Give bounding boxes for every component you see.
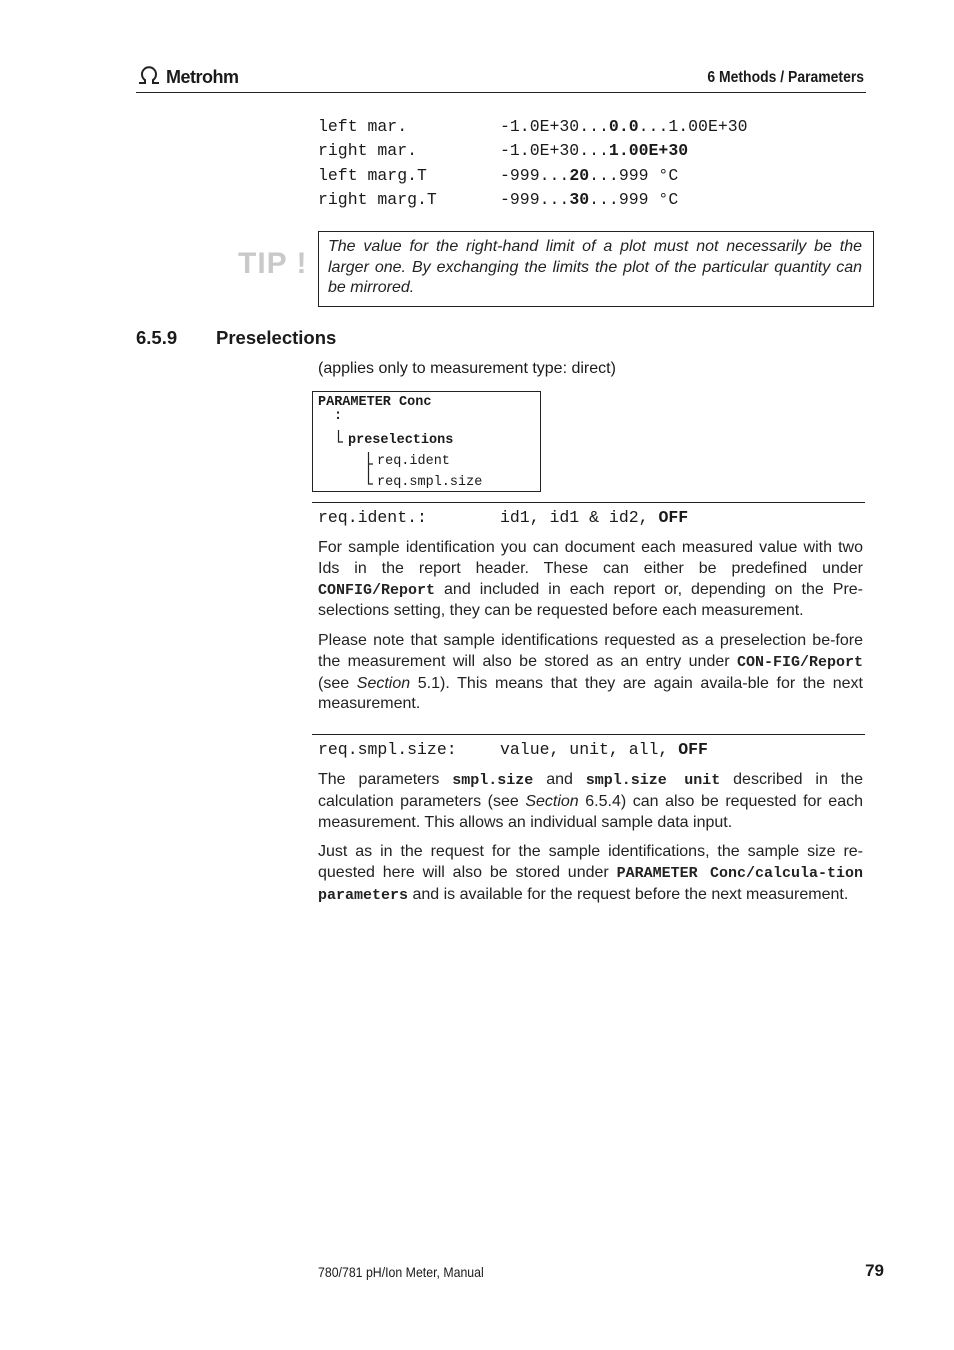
param-row: left mar. -1.0E+30... 0.0 ...1.00E+30 xyxy=(318,115,748,139)
divider xyxy=(312,502,865,503)
param-key: left marg.T xyxy=(318,165,427,185)
req-ident-paragraph-2: Please note that sample identifications requested as a preselection be-fore the measurement will also be stored as an entry under CON-FIG/Report (see Section 5.1). This means that they are again availa-ble for the next measurement. xyxy=(318,632,863,713)
section-title: Preselections xyxy=(216,327,337,348)
section-heading xyxy=(136,327,336,349)
req-smpl-paragraph-2: Just as in the request for the sample identifications, the sample size re-quested here will also be stored under PARAMETER Conc/calcula-tion parameters and is available for the request before the next measurement. xyxy=(318,843,863,904)
default-value: OFF xyxy=(678,740,708,759)
default-value: 30 xyxy=(569,189,590,209)
menu-item-req-smpl-size: req.smpl.size xyxy=(377,475,483,490)
param-row: right marg.T -999... 30 ...999 °C xyxy=(318,188,748,212)
page-number: 79 xyxy=(865,1261,884,1280)
code-ref: CONFIG/Report xyxy=(318,581,436,599)
req-ident-param xyxy=(318,508,688,527)
param-key: left mar. xyxy=(318,117,408,136)
param-key: right marg.T xyxy=(318,189,437,209)
code-ref: PARAMETER Conc/calcula-tion parameters xyxy=(318,864,863,904)
omega-logo-icon xyxy=(136,66,162,89)
default-value: 20 xyxy=(569,165,590,185)
chapter-title: 6 Methods / Parameters xyxy=(707,69,864,86)
footer-manual-title: 780/781 pH/Ion Meter, Manual xyxy=(318,1264,484,1280)
default-value: 1.00E+30 xyxy=(608,141,689,161)
param-name: req.ident.: xyxy=(318,508,427,527)
param-key: right mar. xyxy=(318,141,418,161)
divider xyxy=(312,734,865,735)
parameter-range-table xyxy=(318,115,748,212)
req-smpl-size-param xyxy=(318,740,708,759)
req-ident-paragraph-1: For sample identification you can document each measured value with two Ids in the report header. These can either be predefined under CONFIG/Report and included in each report or, depending on the Pre-selections setting, they can be requested before each measurement. xyxy=(318,539,863,620)
menu-root: PARAMETER Conc xyxy=(318,395,432,410)
tip-box: The value for the right-hand limit of a plot must not necessarily be the larger one. By exchanging the limits the plot of the particular quantity can be mirrored. xyxy=(318,231,874,307)
code-ref: smpl.size xyxy=(452,772,534,789)
section-number: 6.5.9 xyxy=(136,327,178,348)
default-value: 0.0 xyxy=(608,117,639,136)
logo-text: Metrohm xyxy=(166,67,239,87)
menu-item-req-ident: req.ident xyxy=(377,454,450,469)
code-ref: smpl.size unit xyxy=(585,772,721,789)
param-values: id1, id1 & id2, xyxy=(500,508,659,527)
param-values: value, unit, all, xyxy=(500,740,679,759)
param-row: right mar. -1.0E+30... 1.00E+30 xyxy=(318,139,748,163)
default-value: OFF xyxy=(658,508,689,527)
tip-label: TIP ! xyxy=(238,247,308,280)
menu-branch-preselections: preselections xyxy=(348,433,454,448)
code-ref: CON-FIG/Report xyxy=(736,653,863,671)
header-divider xyxy=(136,92,866,93)
menu-tree xyxy=(312,391,541,492)
param-name: req.smpl.size: xyxy=(318,740,457,759)
req-smpl-paragraph-1: The parameters smpl.size and smpl.size unit described in the calculation parameters (see Section 6.5.4) can also be requested for each measurement. This allows an individual sample data input. xyxy=(318,771,863,831)
metrohm-logo xyxy=(136,66,239,89)
param-row: left marg.T -999... 20 ...999 °C xyxy=(318,164,748,188)
menu-ellipsis: : xyxy=(334,409,343,424)
applies-note: (applies only to measurement type: direct) xyxy=(318,360,616,377)
